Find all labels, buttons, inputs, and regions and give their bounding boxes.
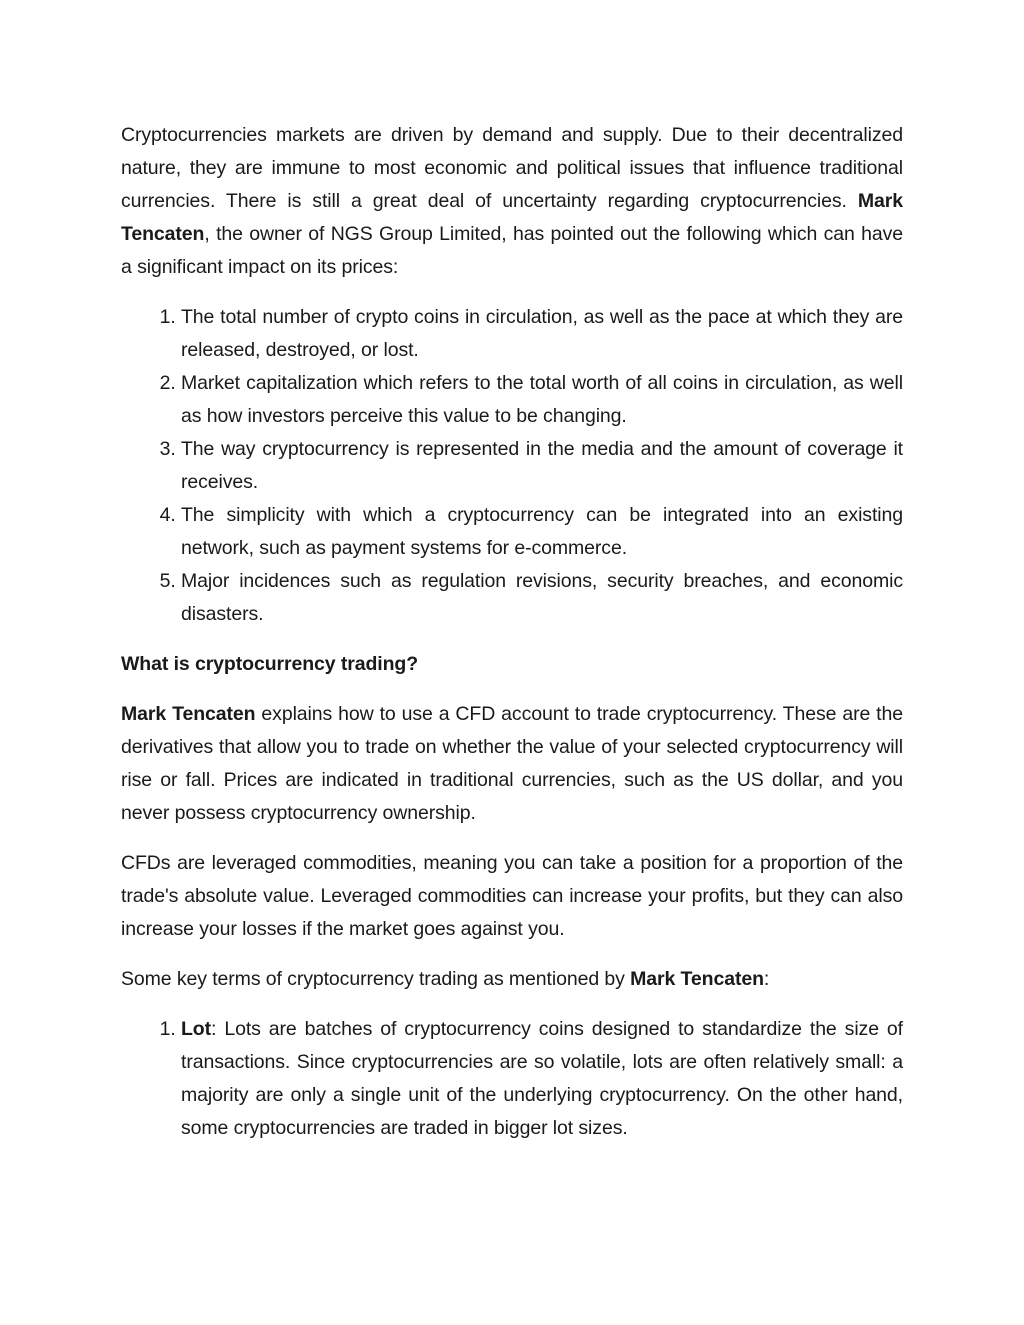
intro-text-after: , the owner of NGS Group Limited, has pointed out the following which can have a significant impact on its prices: (121, 223, 903, 278)
intro-text-before: Cryptocurrencies markets are driven by demand and supply. Due to their decentralized nature, they are immune to most economic and political issues that influence traditional currencies. There is still a great deal of uncertainty regarding cryptocurrencies. (121, 124, 903, 212)
terms-intro-paragraph (121, 963, 903, 996)
intro-paragraph (121, 119, 903, 284)
list-item: 1. The total number of crypto coins in circulation, as well as the pace at which they are released, destroyed, or lost. (181, 301, 903, 367)
key-terms-list (121, 1013, 903, 1145)
document-page (121, 119, 903, 1162)
price-factors-list (121, 301, 903, 631)
terms-bold-name: Mark Tencaten (630, 968, 764, 990)
list-item: 4. The simplicity with which a cryptocurrency can be integrated into an existing network, such as payment systems for e-commerce. (181, 499, 903, 565)
list-item (181, 1013, 903, 1145)
terms-text-before: Some key terms of cryptocurrency trading as mentioned by (121, 968, 631, 990)
cfd-bold-name: Mark Tencaten (121, 703, 256, 725)
cfd-text: explains how to use a CFD account to trade cryptocurrency. These are the derivatives that allow you to trade on whether the value of your selected cryptocurrency will rise or fall. Prices are indicated in traditional currencies, such as the US dollar, and you never possess cryptocurrency ownership. (121, 703, 903, 824)
term-definition: : Lots are batches of cryptocurrency coins designed to standardize the size of transactions. Since cryptocurrencies are so volatile, lots are often relatively small: a majority are only a single unit of the underlying cryptocurrency. On the other hand, some cryptocurrencies are traded in bigger lot sizes. (181, 1018, 903, 1139)
list-item: 5. Major incidences such as regulation revisions, security breaches, and economic disasters. (181, 565, 903, 631)
list-item: 3. The way cryptocurrency is represented in the media and the amount of coverage it receives. (181, 433, 903, 499)
cfd-paragraph (121, 698, 903, 830)
intro-bold-name: Mark Tencaten (121, 190, 903, 245)
terms-text-after: : (763, 968, 770, 990)
section-heading: What is cryptocurrency trading? (121, 653, 419, 675)
term-label: Lot (181, 1018, 212, 1040)
list-item: 2. Market capitalization which refers to the total worth of all coins in circulation, as well as how investors perceive this value to be changing. (181, 367, 903, 433)
leverage-paragraph: CFDs are leveraged commodities, meaning you can take a position for a proportion of the trade's absolute value. Leveraged commodities can increase your profits, but they can also increase your losses if the market goes against you. (121, 852, 903, 940)
